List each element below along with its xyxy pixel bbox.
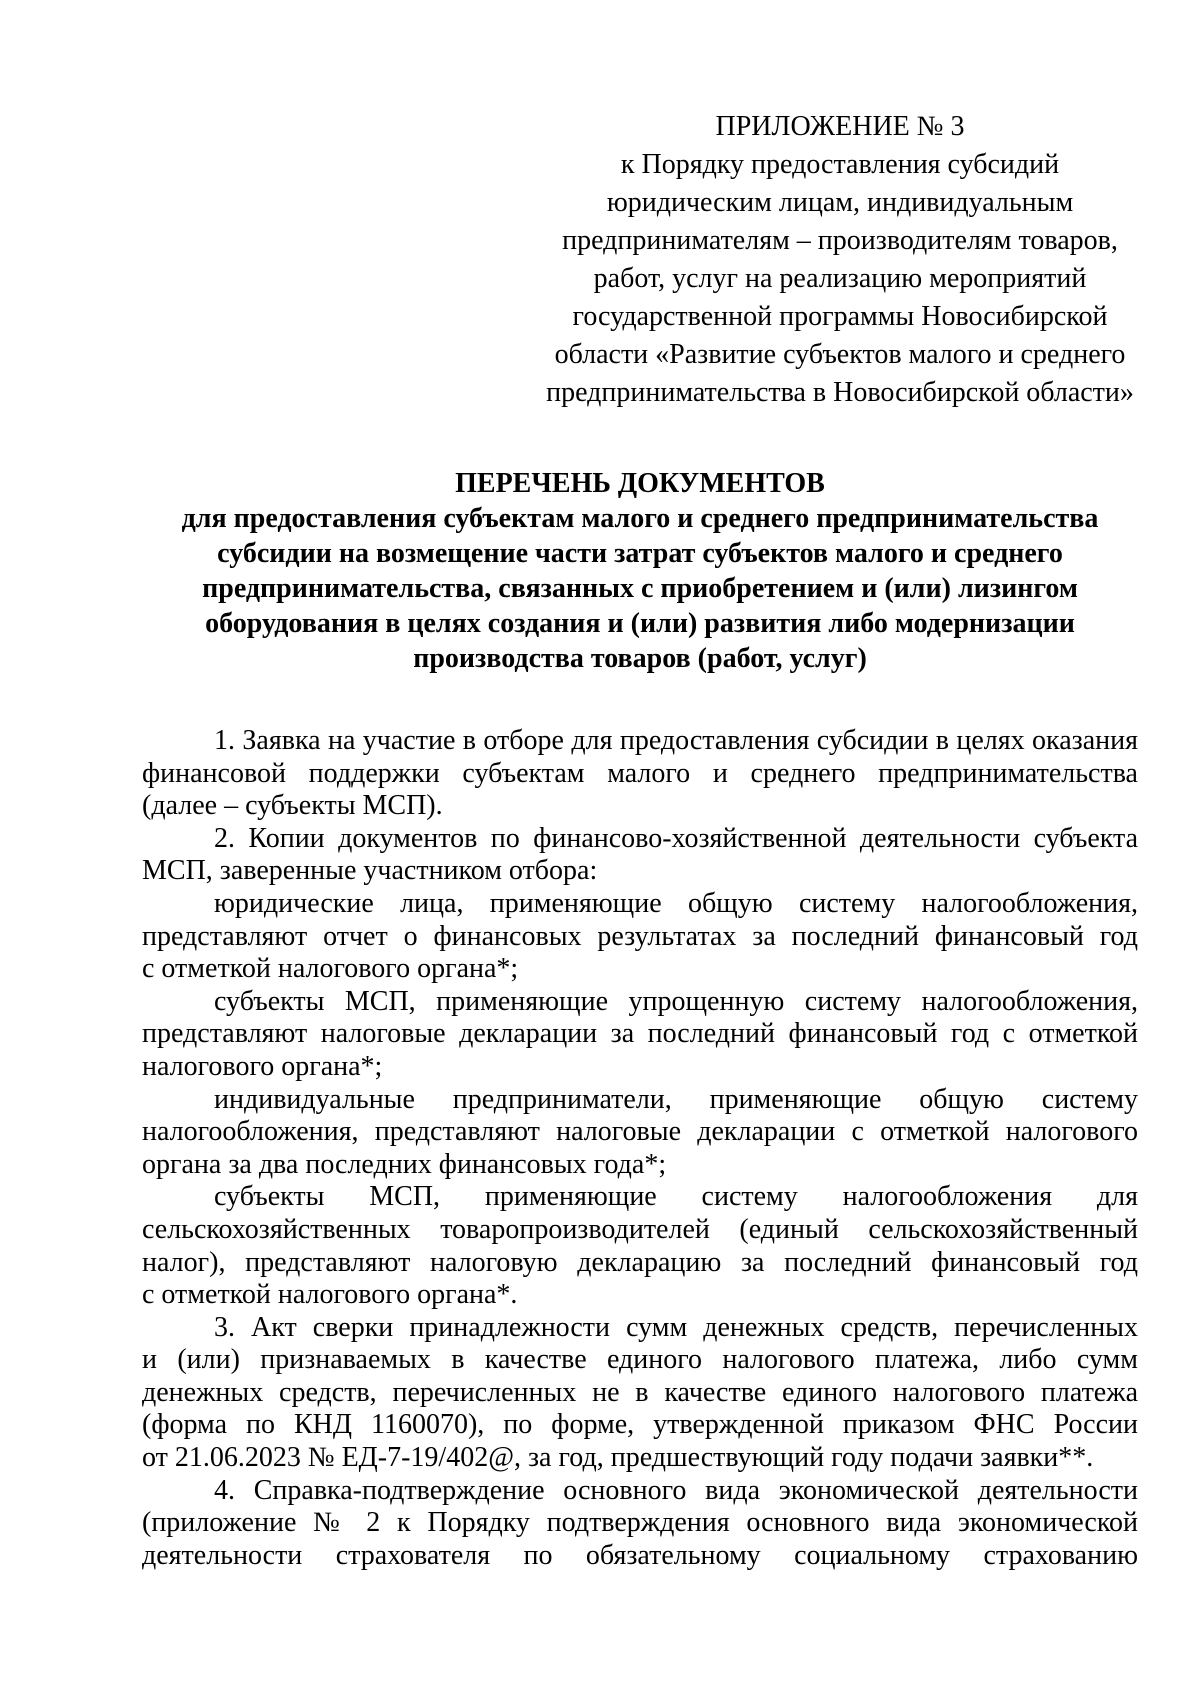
appendix-line: предпринимателям – производителям товаров, bbox=[562, 225, 1118, 256]
item-2-line: налог), представляют налоговую декларацию за последний финансовый год bbox=[142, 1246, 1138, 1278]
item-1-line: 1. Заявка на участие в отборе для предоставления субсидии в целях оказания bbox=[214, 725, 1138, 756]
title-line: оборудования в целях создания и (или) развития либо модернизации bbox=[205, 608, 1075, 639]
appendix-line: области «Развитие субъектов малого и среднего bbox=[554, 339, 1126, 370]
item-3-line: и (или) признаваемых в качестве единого налогового платежа, либо сумм bbox=[142, 1344, 1138, 1376]
item-2-line: юридические лица, применяющие общую систему налогообложения, bbox=[214, 887, 1138, 919]
appendix-line: государственной программы Новосибирской bbox=[572, 301, 1108, 332]
item-2-line: с отметкой налогового органа*; bbox=[142, 953, 519, 985]
item-1-line: (далее – субъекты МСП). bbox=[142, 790, 443, 822]
item-2-line: налогового органа*; bbox=[142, 1050, 383, 1082]
item-4-line: 4. Справка-подтверждение основного вида экономической деятельности bbox=[214, 1474, 1138, 1506]
item-2-line: субъекты МСП, применяющие упрощенную систему налогообложения, bbox=[214, 985, 1138, 1017]
item-1-line: финансовой поддержки субъектам малого и среднего предпринимательства bbox=[142, 757, 1138, 789]
item-3-line: 3. Акт сверки принадлежности сумм денежных средств, перечисленных bbox=[214, 1311, 1138, 1343]
appendix-line: работ, услуг на реализацию мероприятий bbox=[593, 263, 1087, 294]
appendix-line: юридическим лицам, индивидуальным bbox=[606, 187, 1074, 218]
title-heading: ПЕРЕЧЕНЬ ДОКУМЕНТОВ bbox=[455, 468, 825, 499]
appendix-header bbox=[540, 108, 1140, 412]
appendix-number: ПРИЛОЖЕНИЕ № 3 bbox=[715, 111, 965, 142]
item-2-line: индивидуальные предприниматели, применяющие общую систему bbox=[214, 1083, 1138, 1115]
item-4-line: (приложение № 2 к Порядку подтверждения основного вида экономической bbox=[142, 1507, 1138, 1539]
item-2-line: с отметкой налогового органа*. bbox=[142, 1279, 518, 1311]
document-body bbox=[142, 725, 1138, 1572]
item-2-line: представляют налоговые декларации за последний финансовый год с отметкой bbox=[142, 1018, 1138, 1050]
item-2-line: 2. Копии документов по финансово-хозяйственной деятельности субъекта bbox=[214, 822, 1138, 854]
item-2-line: органа за два последних финансовых года*; bbox=[142, 1148, 667, 1180]
item-4-line: деятельности страхователя по обязательному социальному страхованию bbox=[142, 1539, 1138, 1571]
item-3-line: денежных средств, перечисленных не в качестве единого налогового платежа bbox=[142, 1376, 1138, 1408]
appendix-line: к Порядку предоставления субсидий bbox=[620, 149, 1060, 180]
item-2-line: представляют отчет о финансовых результатах за последний финансовый год bbox=[142, 920, 1138, 952]
item-2-line: субъекты МСП, применяющие систему налогообложения для bbox=[214, 1181, 1138, 1213]
title-line: для предоставления субъектам малого и среднего предпринимательства bbox=[181, 503, 1099, 534]
title-line: производства товаров (работ, услуг) bbox=[413, 643, 867, 674]
item-3-line: (форма по КНД 1160070), по форме, утвержденной приказом ФНС России bbox=[142, 1409, 1138, 1441]
item-2-line: МСП, заверенные участником отбора: bbox=[142, 855, 598, 887]
appendix-line: предпринимательства в Новосибирской области» bbox=[546, 377, 1134, 408]
item-2-line: сельскохозяйственных товаропроизводителей (единый сельскохозяйственный bbox=[142, 1213, 1138, 1245]
title-line: субсидии на возмещение части затрат субъектов малого и среднего bbox=[217, 538, 1063, 569]
title-line: предпринимательства, связанных с приобретением и (или) лизингом bbox=[202, 573, 1078, 604]
document-title bbox=[140, 466, 1140, 676]
item-2-line: налогообложения, представляют налоговые декларации с отметкой налогового bbox=[142, 1116, 1138, 1148]
item-3-line: от 21.06.2023 № ЕД-7-19/402@, за год, предшествующий году подачи заявки**. bbox=[142, 1442, 1094, 1474]
